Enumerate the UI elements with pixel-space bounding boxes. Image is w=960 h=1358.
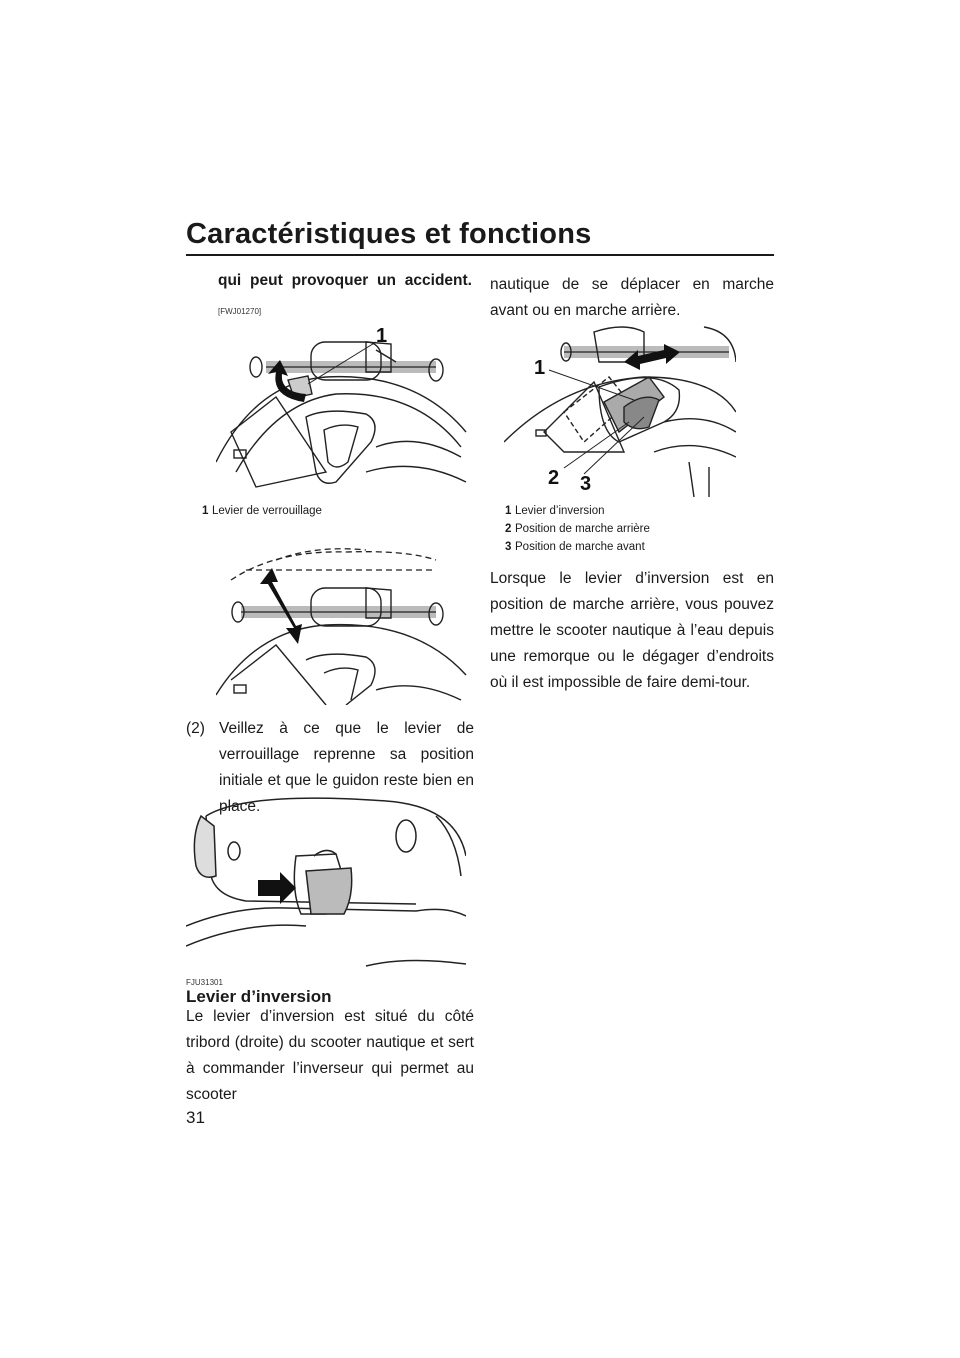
caption-item: [505, 520, 650, 538]
reverse-paragraph: Lorsque le levier d’inversion est en position de marche arrière, vous pouvez mettre le scooter nautique à l’eau depuis une remorque ou le dégager d’endroits où il est impossible de faire demi-tour.: [490, 570, 774, 691]
figure-lever-closeup: [186, 796, 466, 972]
callout-2: 2: [548, 467, 560, 489]
caption-text: Levier de verrouillage: [212, 505, 322, 517]
caption-number: 1: [202, 505, 209, 517]
warning-code: [FWJ01270]: [218, 307, 262, 316]
continuation-text: nautique de se déplacer en marche avant ou en marche arrière.: [490, 276, 774, 319]
step-number: (2): [186, 720, 205, 737]
caption-text: Levier d’inversion: [515, 505, 605, 517]
callout-1: 1: [534, 357, 546, 379]
page-number: 31: [186, 1108, 205, 1127]
jetski-handlebar-illustration: [216, 322, 471, 497]
caption-number: 1: [505, 505, 512, 517]
callout-1: 1: [376, 325, 388, 347]
caption-text: Position de marche arrière: [515, 523, 650, 535]
caption-number: 3: [505, 541, 512, 553]
title-rule: [186, 254, 774, 256]
figure-locking-lever: [216, 322, 471, 497]
caption-item: [505, 502, 650, 520]
lever-closeup-illustration: [186, 796, 466, 972]
callout-3: 3: [580, 473, 592, 495]
figure-handlebar-travel: [216, 540, 471, 705]
warning-text: qui peut provoquer un accident.: [218, 272, 472, 289]
page-title: Caractéristiques et fonctions: [186, 218, 592, 250]
section-body: Le levier d’inversion est situé du côté tribord (droite) du scooter nautique et sert à commander l’inverseur qui permet au scooter: [186, 1008, 474, 1103]
section-heading: Levier d’inversion: [186, 987, 332, 1006]
reverse-lever-illustration: [504, 322, 736, 498]
handlebar-travel-illustration: [216, 540, 471, 705]
step-text: Veillez à ce que le levier de verrouillage reprenne sa position initiale et que le guidon reste bien en place.: [219, 720, 474, 815]
figure-caption: [202, 502, 322, 520]
caption-text: Position de marche avant: [515, 541, 645, 553]
figure-captions: [505, 502, 650, 556]
caption-number: 2: [505, 523, 512, 535]
figure-reverse-lever: [504, 322, 736, 498]
section-code: FJU31301: [186, 978, 223, 987]
caption-item: [505, 538, 650, 556]
